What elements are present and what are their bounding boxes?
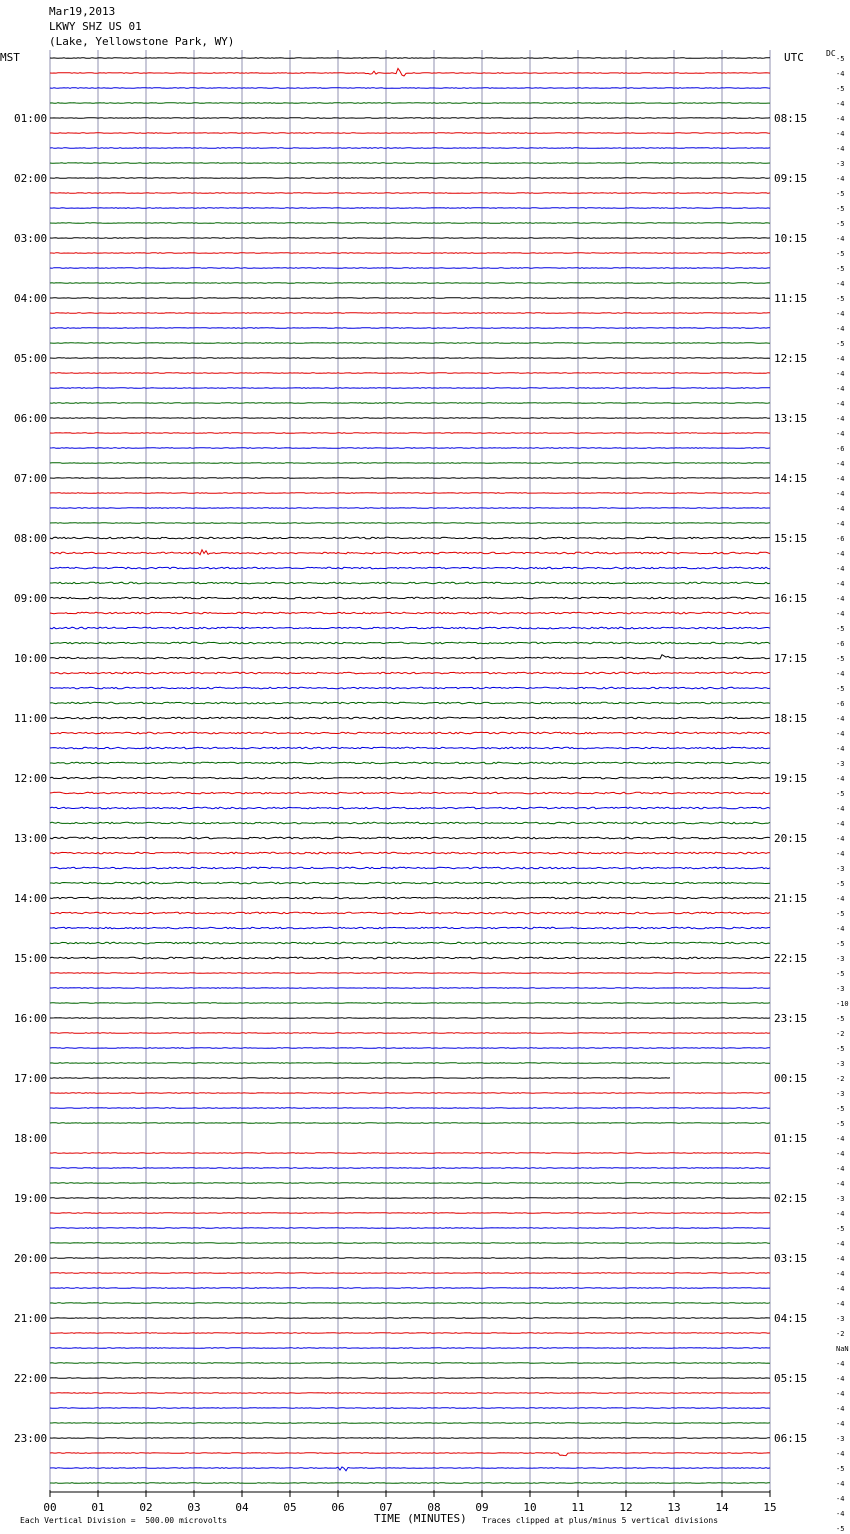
left-hour-label: 12:00: [14, 772, 48, 785]
x-tick-label: 09: [475, 1501, 489, 1514]
trace-offset-label: -4: [836, 175, 845, 183]
trace-offset-label: -4: [836, 130, 845, 138]
trace-offset-label: -4: [836, 415, 845, 423]
trace-offset-label: -10: [836, 1000, 849, 1008]
trace-line: [50, 867, 770, 869]
trace-offset-label: -4: [836, 1150, 845, 1158]
x-tick-label: 02: [139, 1501, 153, 1514]
right-hour-label: 02:15: [774, 1192, 808, 1205]
right-hour-label: 01:15: [774, 1132, 808, 1145]
left-timezone-label: MST: [0, 51, 20, 64]
trace-offset-label: -3: [836, 160, 845, 168]
trace-line: [50, 732, 770, 734]
trace-offset-label: -3: [836, 955, 845, 963]
trace-offset-label: -4: [836, 325, 845, 333]
trace-line: [50, 897, 770, 899]
trace-offset-label: -4: [836, 1210, 845, 1218]
trace-line: [50, 193, 770, 194]
trace-line: [50, 1093, 770, 1094]
header-station: LKWY SHZ US 01: [49, 20, 142, 33]
trace-line: [50, 927, 770, 929]
trace-line: [50, 1183, 770, 1184]
trace-offset-label: -4: [836, 565, 845, 573]
trace-line: [50, 1198, 770, 1199]
trace-offset-label: -5: [836, 220, 845, 228]
trace-offset-label: -4: [836, 1255, 845, 1263]
right-hour-label: 11:15: [774, 292, 808, 305]
trace-offset-label: -4: [836, 775, 845, 783]
left-hour-label: 09:00: [14, 592, 48, 605]
left-hour-label: 21:00: [14, 1312, 48, 1325]
trace-offset-label: -4: [836, 100, 845, 108]
left-hour-label: 05:00: [14, 352, 48, 365]
trace-line: [50, 1243, 770, 1244]
trace-line: [50, 148, 770, 149]
trace-offset-label: -4: [836, 430, 845, 438]
trace-line: [50, 762, 770, 764]
trace-offset-label: -4: [836, 1270, 845, 1278]
trace-offset-label: -4: [836, 715, 845, 723]
trace-line: [50, 1033, 770, 1034]
trace-offset-label: -3: [836, 1090, 845, 1098]
x-tick-label: 05: [283, 1501, 297, 1514]
trace-offset-label: -3: [836, 985, 845, 993]
trace-line: [50, 1303, 770, 1304]
trace-line: [50, 478, 770, 479]
trace-line: [50, 1108, 770, 1109]
trace-line: [50, 957, 770, 959]
left-hour-label: 08:00: [14, 532, 48, 545]
trace-offset-label: -5: [836, 625, 845, 633]
right-hour-label: 10:15: [774, 232, 808, 245]
trace-offset-label: -5: [836, 250, 845, 258]
trace-offset-label: -5: [836, 1045, 845, 1053]
trace-offset-label: -2: [836, 1030, 845, 1038]
trace-line: [50, 852, 770, 854]
trace-line: [50, 1363, 770, 1364]
trace-offset-label: -5: [836, 55, 845, 63]
trace-offset-label: -4: [836, 385, 845, 393]
x-tick-label: 03: [187, 1501, 201, 1514]
trace-offset-label: -3: [836, 1315, 845, 1323]
trace-line: [50, 58, 770, 59]
trace-line: [50, 253, 770, 254]
trace-line: [50, 747, 770, 749]
trace-line: [50, 1467, 770, 1471]
trace-line: [50, 298, 770, 299]
trace-line: [50, 1318, 770, 1319]
trace-line: [50, 388, 770, 389]
left-hour-label: 10:00: [14, 652, 48, 665]
trace-line: [50, 912, 770, 914]
trace-offset-label: -6: [836, 640, 845, 648]
trace-offset-label: -6: [836, 700, 845, 708]
trace-offset-label: -4: [836, 1450, 845, 1458]
trace-line: [50, 777, 770, 779]
trace-offset-label: -4: [836, 835, 845, 843]
trace-line: [50, 403, 770, 404]
trace-offset-label: -4: [836, 580, 845, 588]
trace-line: [50, 373, 770, 374]
left-hour-label: 04:00: [14, 292, 48, 305]
trace-line: [50, 463, 770, 464]
trace-offset-label: -4: [836, 1285, 845, 1293]
trace-offset-label: -4: [836, 370, 845, 378]
trace-offset-label: -4: [836, 670, 845, 678]
trace-offset-label: -5: [836, 790, 845, 798]
trace-line: [50, 1438, 770, 1439]
trace-offset-label: -5: [836, 910, 845, 918]
x-tick-label: 10: [523, 1501, 537, 1514]
trace-offset-label: -3: [836, 1435, 845, 1443]
trace-offset-label: -4: [836, 520, 845, 528]
dc-label: DC: [826, 49, 836, 58]
trace-offset-label: -5: [836, 1525, 845, 1533]
trace-line: [50, 1228, 770, 1229]
trace-offset-label: -5: [836, 205, 845, 213]
trace-line: [50, 433, 770, 434]
trace-offset-label: -6: [836, 535, 845, 543]
left-hour-label: 02:00: [14, 172, 48, 185]
trace-offset-label: -4: [836, 310, 845, 318]
right-hour-label: 03:15: [774, 1252, 808, 1265]
trace-line: [50, 1258, 770, 1259]
right-hour-label: 21:15: [774, 892, 808, 905]
trace-offset-label: -4: [836, 820, 845, 828]
trace-offset-label: -4: [836, 505, 845, 513]
trace-offset-label: -5: [836, 1465, 845, 1473]
trace-offset-label: -4: [836, 745, 845, 753]
trace-line: [50, 103, 770, 104]
trace-line: [50, 118, 770, 119]
trace-line: [50, 283, 770, 284]
right-hour-label: 17:15: [774, 652, 808, 665]
trace-offset-label: -4: [836, 1495, 845, 1503]
trace-line: [50, 1333, 770, 1334]
trace-offset-label: -5: [836, 340, 845, 348]
right-hour-label: 00:15: [774, 1072, 808, 1085]
left-hour-label: 06:00: [14, 412, 48, 425]
trace-offset-label: -5: [836, 1225, 845, 1233]
trace-line: [50, 687, 770, 689]
x-tick-label: 04: [235, 1501, 249, 1514]
trace-line: [50, 1078, 670, 1079]
trace-line: [50, 1213, 770, 1214]
trace-offset-label: -5: [836, 1015, 845, 1023]
trace-line: [50, 567, 770, 569]
trace-line: [50, 523, 770, 524]
x-tick-label: 08: [427, 1501, 441, 1514]
trace-line: [50, 1288, 770, 1289]
trace-offset-label: -4: [836, 895, 845, 903]
trace-offset-label: -5: [836, 265, 845, 273]
trace-offset-label: -4: [836, 1405, 845, 1413]
trace-line: [50, 582, 770, 584]
left-hour-label: 17:00: [14, 1072, 48, 1085]
trace-line: [50, 837, 770, 839]
trace-line: [50, 1123, 770, 1124]
right-hour-label: 09:15: [774, 172, 808, 185]
left-hour-label: 22:00: [14, 1372, 48, 1385]
header-location: (Lake, Yellowstone Park, WY): [49, 35, 235, 48]
trace-offset-label: -4: [836, 145, 845, 153]
trace-offset-label: -3: [836, 1060, 845, 1068]
x-tick-label: 13: [667, 1501, 681, 1514]
trace-line: [50, 822, 770, 824]
left-hour-label: 19:00: [14, 1192, 48, 1205]
trace-line: [50, 1168, 770, 1169]
right-hour-label: 18:15: [774, 712, 808, 725]
trace-offset-label: -6: [836, 445, 845, 453]
clip-note: Traces clipped at plus/minus 5 vertical divisions: [482, 1516, 719, 1525]
trace-line: [50, 418, 770, 419]
trace-offset-label: NaN: [836, 1345, 849, 1353]
trace-line: [50, 313, 770, 314]
right-hour-label: 22:15: [774, 952, 808, 965]
left-hour-label: 11:00: [14, 712, 48, 725]
trace-line: [50, 1483, 770, 1484]
trace-offset-label: -4: [836, 550, 845, 558]
left-hour-label: 20:00: [14, 1252, 48, 1265]
right-hour-label: 14:15: [774, 472, 808, 485]
left-hour-label: 01:00: [14, 112, 48, 125]
trace-line: [50, 1393, 770, 1394]
scale-note: Each Vertical Division = 500.00 microvolts: [20, 1516, 228, 1525]
trace-line: [50, 597, 770, 599]
trace-line: [50, 642, 770, 644]
trace-line: [50, 627, 770, 629]
trace-line: [50, 448, 770, 449]
trace-offset-label: -4: [836, 1240, 845, 1248]
right-hour-label: 05:15: [774, 1372, 808, 1385]
trace-line: [50, 163, 770, 164]
trace-line: [50, 550, 770, 555]
trace-line: [50, 702, 770, 704]
trace-offset-label: -4: [836, 400, 845, 408]
trace-line: [50, 655, 770, 659]
trace-offset-label: -5: [836, 655, 845, 663]
trace-offset-label: -4: [836, 1480, 845, 1488]
trace-line: [50, 672, 770, 674]
trace-offset-label: -5: [836, 1120, 845, 1128]
left-hour-label: 23:00: [14, 1432, 48, 1445]
trace-line: [50, 1048, 770, 1049]
trace-offset-label: -4: [836, 475, 845, 483]
trace-line: [50, 1153, 770, 1154]
trace-line: [50, 178, 770, 179]
x-tick-label: 00: [43, 1501, 57, 1514]
trace-offset-label: -4: [836, 850, 845, 858]
trace-line: [50, 612, 770, 614]
trace-offset-label: -4: [836, 355, 845, 363]
left-hour-label: 15:00: [14, 952, 48, 965]
trace-line: [50, 1453, 770, 1456]
trace-offset-label: -4: [836, 805, 845, 813]
right-hour-label: 12:15: [774, 352, 808, 365]
trace-line: [50, 238, 770, 239]
x-tick-label: 07: [379, 1501, 393, 1514]
trace-line: [50, 133, 770, 134]
trace-offset-label: -4: [836, 490, 845, 498]
right-hour-label: 23:15: [774, 1012, 808, 1025]
trace-offset-label: -5: [836, 85, 845, 93]
right-hour-label: 06:15: [774, 1432, 808, 1445]
trace-offset-label: -4: [836, 1510, 845, 1518]
trace-line: [50, 1378, 770, 1379]
trace-offset-label: -4: [836, 115, 845, 123]
left-hour-label: 14:00: [14, 892, 48, 905]
trace-offset-label: -2: [836, 1075, 845, 1083]
trace-offset-label: -4: [836, 235, 845, 243]
trace-offset-label: -4: [836, 280, 845, 288]
trace-line: [50, 508, 770, 509]
trace-offset-label: -4: [836, 925, 845, 933]
right-hour-label: 04:15: [774, 1312, 808, 1325]
trace-line: [50, 537, 770, 539]
trace-line: [50, 493, 770, 494]
trace-offset-label: -4: [836, 1135, 845, 1143]
trace-offset-label: -5: [836, 940, 845, 948]
trace-offset-label: -4: [836, 1420, 845, 1428]
trace-line: [50, 1348, 770, 1349]
trace-offset-label: -4: [836, 595, 845, 603]
right-timezone-label: UTC: [784, 51, 804, 64]
trace-line: [50, 343, 770, 344]
right-hour-label: 20:15: [774, 832, 808, 845]
trace-line: [50, 942, 770, 944]
trace-offset-label: -5: [836, 1105, 845, 1113]
trace-offset-label: -5: [836, 970, 845, 978]
right-hour-label: 13:15: [774, 412, 808, 425]
trace-line: [50, 268, 770, 269]
trace-line: [50, 1408, 770, 1409]
x-tick-label: 15: [763, 1501, 777, 1514]
left-hour-label: 07:00: [14, 472, 48, 485]
right-hour-label: 16:15: [774, 592, 808, 605]
x-tick-label: 01: [91, 1501, 105, 1514]
trace-line: [50, 1003, 770, 1004]
trace-offset-label: -4: [836, 460, 845, 468]
trace-offset-label: -2: [836, 1330, 845, 1338]
trace-line: [50, 328, 770, 329]
right-hour-label: 08:15: [774, 112, 808, 125]
x-tick-label: 14: [715, 1501, 729, 1514]
trace-offset-label: -3: [836, 1195, 845, 1203]
header-date: Mar19,2013: [49, 5, 116, 18]
trace-offset-label: -4: [836, 610, 845, 618]
trace-line: [50, 1018, 770, 1019]
left-hour-label: 18:00: [14, 1132, 48, 1145]
trace-offset-label: -5: [836, 190, 845, 198]
right-hour-label: 15:15: [774, 532, 808, 545]
trace-line: [50, 88, 770, 89]
x-tick-label: 11: [571, 1501, 585, 1514]
trace-offset-label: -3: [836, 865, 845, 873]
x-tick-label: 12: [619, 1501, 633, 1514]
trace-offset-label: -5: [836, 295, 845, 303]
left-hour-label: 16:00: [14, 1012, 48, 1025]
trace-line: [50, 882, 770, 884]
left-hour-label: 13:00: [14, 832, 48, 845]
trace-line: [50, 358, 770, 359]
trace-offset-label: -4: [836, 1375, 845, 1383]
trace-offset-label: -4: [836, 1390, 845, 1398]
trace-offset-label: -4: [836, 70, 845, 78]
x-tick-label: 06: [331, 1501, 345, 1514]
trace-offset-label: -4: [836, 730, 845, 738]
trace-line: [50, 973, 770, 974]
x-axis-title: TIME (MINUTES): [374, 1512, 467, 1525]
trace-line: [50, 1273, 770, 1274]
trace-offset-label: -4: [836, 1360, 845, 1368]
trace-line: [50, 717, 770, 719]
trace-line: [50, 208, 770, 209]
trace-line: [50, 223, 770, 224]
trace-line: [50, 792, 770, 794]
trace-offset-label: -4: [836, 1300, 845, 1308]
left-hour-label: 03:00: [14, 232, 48, 245]
trace-offset-label: -3: [836, 760, 845, 768]
trace-line: [50, 988, 770, 989]
trace-line: [50, 1423, 770, 1424]
trace-line: [50, 1063, 770, 1064]
trace-line: [50, 68, 770, 76]
trace-offset-label: -5: [836, 880, 845, 888]
trace-offset-label: -5: [836, 685, 845, 693]
trace-offset-label: -4: [836, 1180, 845, 1188]
trace-line: [50, 807, 770, 809]
right-hour-label: 19:15: [774, 772, 808, 785]
trace-offset-label: -4: [836, 1165, 845, 1173]
